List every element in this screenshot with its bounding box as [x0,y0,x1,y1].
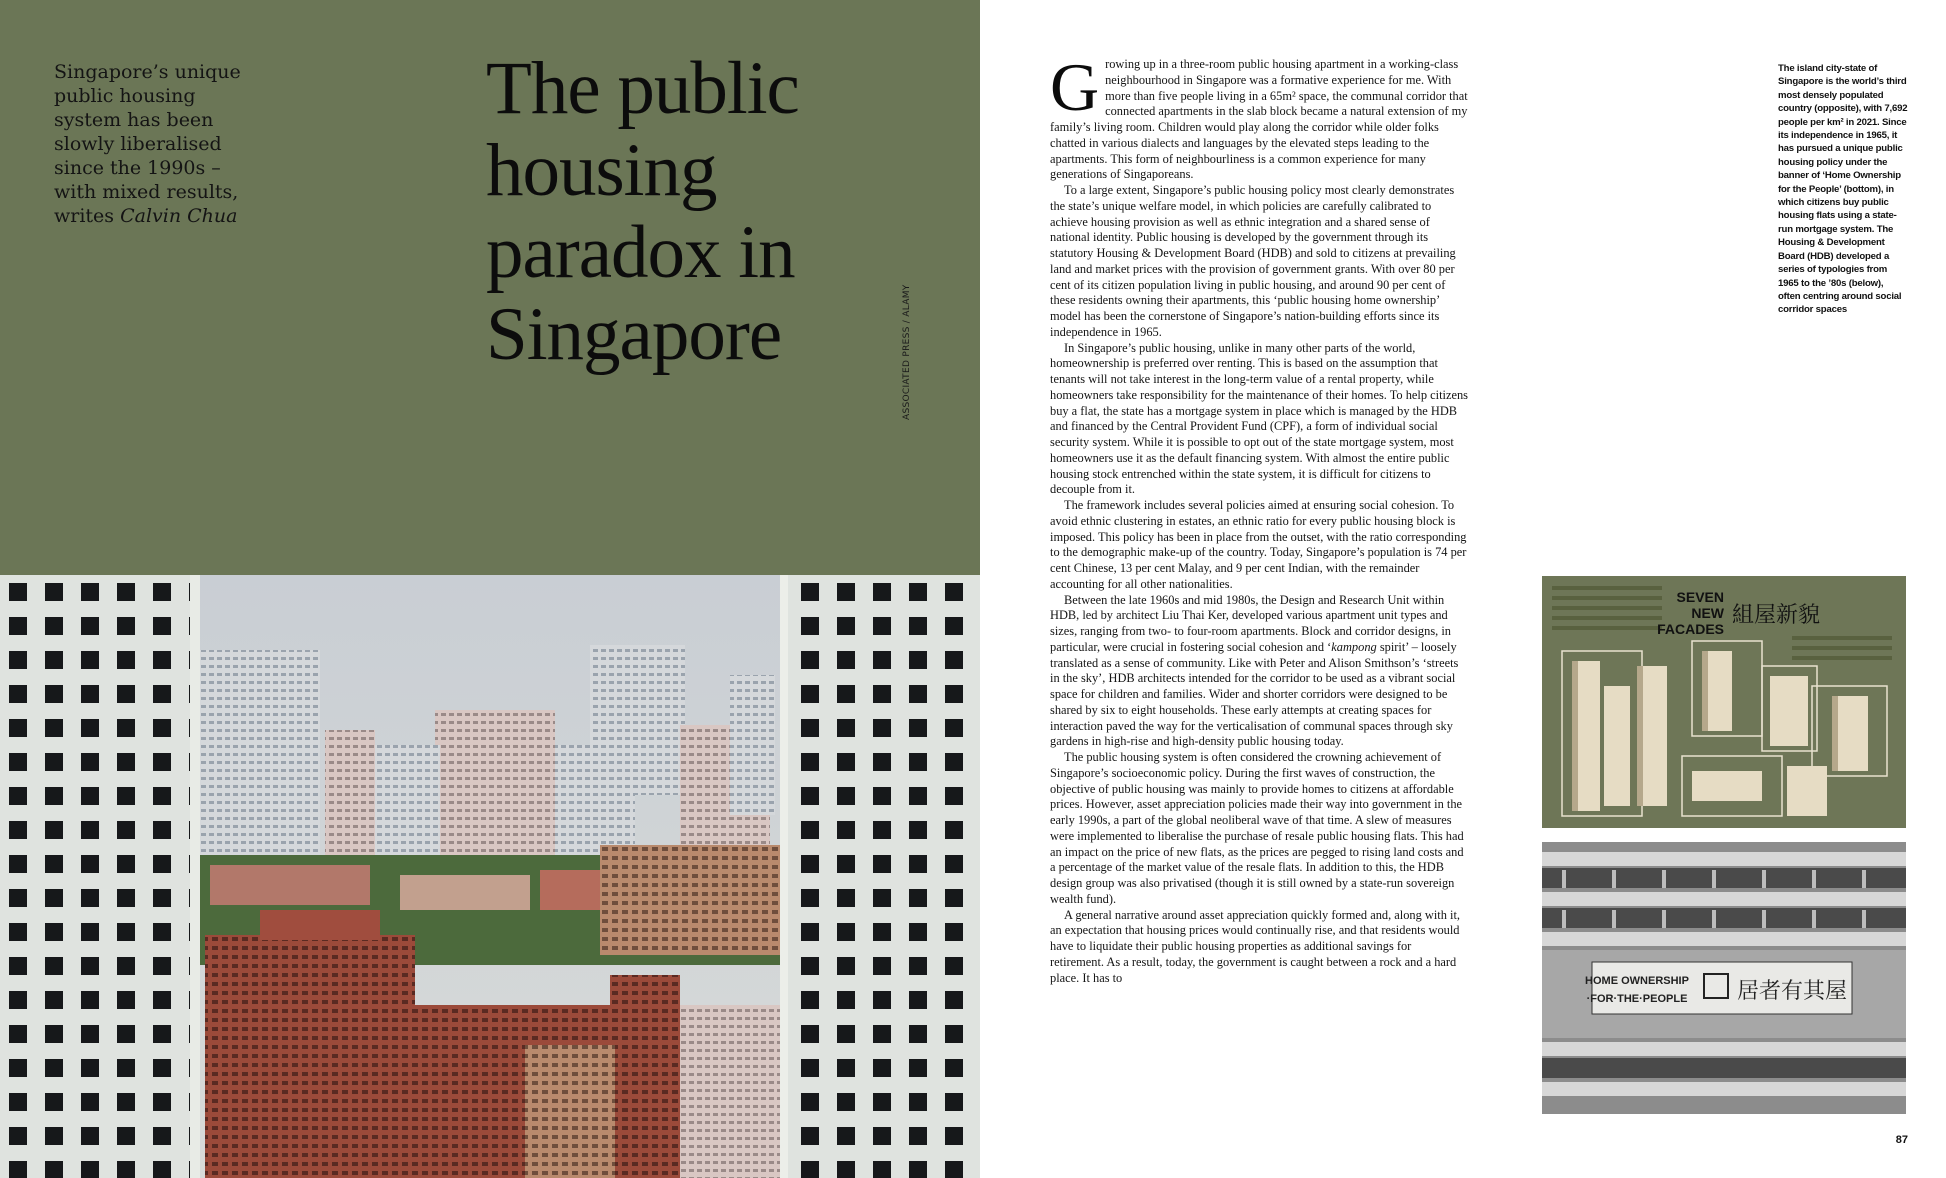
paragraph-3: In Singapore’s public housing, unlike in many other parts of the world, homeownership is preferred over renting. This is based on the assumption that tenants will not take interest in the long-term value of a rental property, while homeowners take responsibility for the maintenance of their homes. To help citizens buy a flat, the state has a mortgage system in place which is managed by the HDB and financed by the Central Provident Fund (CPF), a form of individual social security system. While it is possible to opt out of the state mortgage system, most homeowners use it as the default financing system. With almost the entire public housing stock entrenched within the state system, it is difficult for citizens to decouple from it. [1050,340,1468,497]
paragraph-7: A general narrative around asset appreciation quickly formed and, along with it, an expectation that housing prices would continually rise, and that residents would have to liquidate their public housing properties as additional savings for retirement. As a result, today, the government is caught between a rock and a hard place. It has to [1050,907,1461,985]
right-page [980,0,1946,1178]
italic-term: kampong [1331,639,1377,654]
headline: The public housing paradox in Singapore [486,47,799,376]
title-panel [0,0,980,575]
paragraph-5: Between the late 1960s and mid 1980s, the Design and Research Unit within HDB, led by architect Liu Thai Ker, developed various apartment unit types and sizes, ranging from two- to four-room apartments. Block and corridor designs, in particular, were crucial in fostering social cohesion and ‘kampong spirit’ – loosely translated as a sense of community. Like with Peter and Alison Smithson’s ‘streets in the sky’, HDB architects intended for the corridor to be used as a vibrant social space for children and families. Wider and shorter corridors were designed to be shared by six to eight households. These early attempts at creating spaces for interaction paved the way for the verticalisation of communal spaces through sky gardens in high-rise and high-density public housing today. [1050,592,1459,749]
svg-text:FACADES: FACADES [1657,621,1724,637]
page-number: 87 [1895,1134,1908,1146]
poster-title-line: SEVEN [1676,589,1724,605]
photo-credit: ASSOCIATED PRESS / ALAMY [902,284,912,420]
author-name: Calvin Chua [120,205,238,227]
banner-chinese: 居者有其屋 [1736,979,1848,1004]
drop-cap: G [1050,57,1100,125]
home-ownership-banner-photo [1542,842,1906,1114]
paragraph-4: The framework includes several policies aimed at ensuring social cohesion. To avoid ethnic clustering in estates, an ethnic ratio for every public housing block is imposed. This policy has been in place from the outset, with the ratio corresponding to the demographic make-up of the country. Today, Singapore’s population is 74 per cent Chinese, 13 per cent Malay, and 9 per cent Indian, with the remainder accounting for all other nationalities. [1050,498,1467,591]
image-caption: The island city-state of Singapore is the world’s third most densely populated country (opposite), with 7,692 people per km² in 2021. Since its independence in 1965, it has pursued a unique public housing policy under the banner of ‘Home Ownership for the People’ (bottom), in which citizens buy public housing flats using a state-run mortgage system. The Housing & Development Board (HDB) developed a series of typologies from 1965 to the ’80s (below), often centring around social corridor spaces [1778,63,1908,316]
seven-new-facades-poster [1542,576,1906,828]
paragraph-6: The public housing system is often considered the crowning achievement of Singapore’s socioeconomic policy. During the first waves of construction, the objective of public housing was mainly to provide homes to citizens at affordable prices. However, asset appreciation policies made their way into government in the early 1990s, a part of the global neoliberal wave of that time. A slew of measures were implemented to liberalise the purchase of resale public housing flats. This had an impact on the price of new flats, as the prices are pegged to rising land costs and a percentage of the market value of the resale flats. In addition to this, the HDB design group was also privatised (though it is still owned by a state-run sovereign wealth fund). [1050,750,1464,906]
article-body [1050,57,1468,1115]
paragraph-2: To a large extent, Singapore’s public housing policy most clearly demonstrates the state’s unique welfare model, in which policies are carefully calibrated to achieve housing provision as well as ethnic integration and a shared sense of national identity. Public housing is developed by the government through its statutory Housing & Development Board (HDB) and sold to citizens at prevailing land and market prices with the provision of government grants. With over 80 per cent of its citizen population living in public housing, and around 90 per cent of these residents owning their apartments, this ‘public housing home ownership’ model has been the cornerstone of Singapore’s nation-building efforts since its independence in 1965. [1050,183,1456,339]
paragraph-1 [1050,57,1468,183]
svg-text:·FOR·THE·PEOPLE: ·FOR·THE·PEOPLE [1586,993,1688,1005]
city-skyline-photo [0,575,980,1178]
svg-text:HOME OWNERSHIP: HOME OWNERSHIP [1585,975,1689,987]
standfirst-text: Singapore’s unique public housing system has been slowly liberalised since the 1990s – with mixed results, writes [54,61,241,227]
svg-text:NEW: NEW [1691,605,1724,621]
paragraph-1-text: rowing up in a three-room public housing apartment in a working-class neighbourhood in Singapore was a formative experience for me. With more than five people living in a 65m² space, the communal corridor that connected apartments in the slab block became a natural extension of my family’s living room. Children would play along the corridor while older folks chatted in various dialects and languages by the elevated steps leading to the apartments. This form of neighbourliness is a common experience for many generations of Singaporeans. [1050,57,1468,182]
poster-chinese-title: 組屋新貌 [1732,603,1821,628]
standfirst [54,60,264,228]
